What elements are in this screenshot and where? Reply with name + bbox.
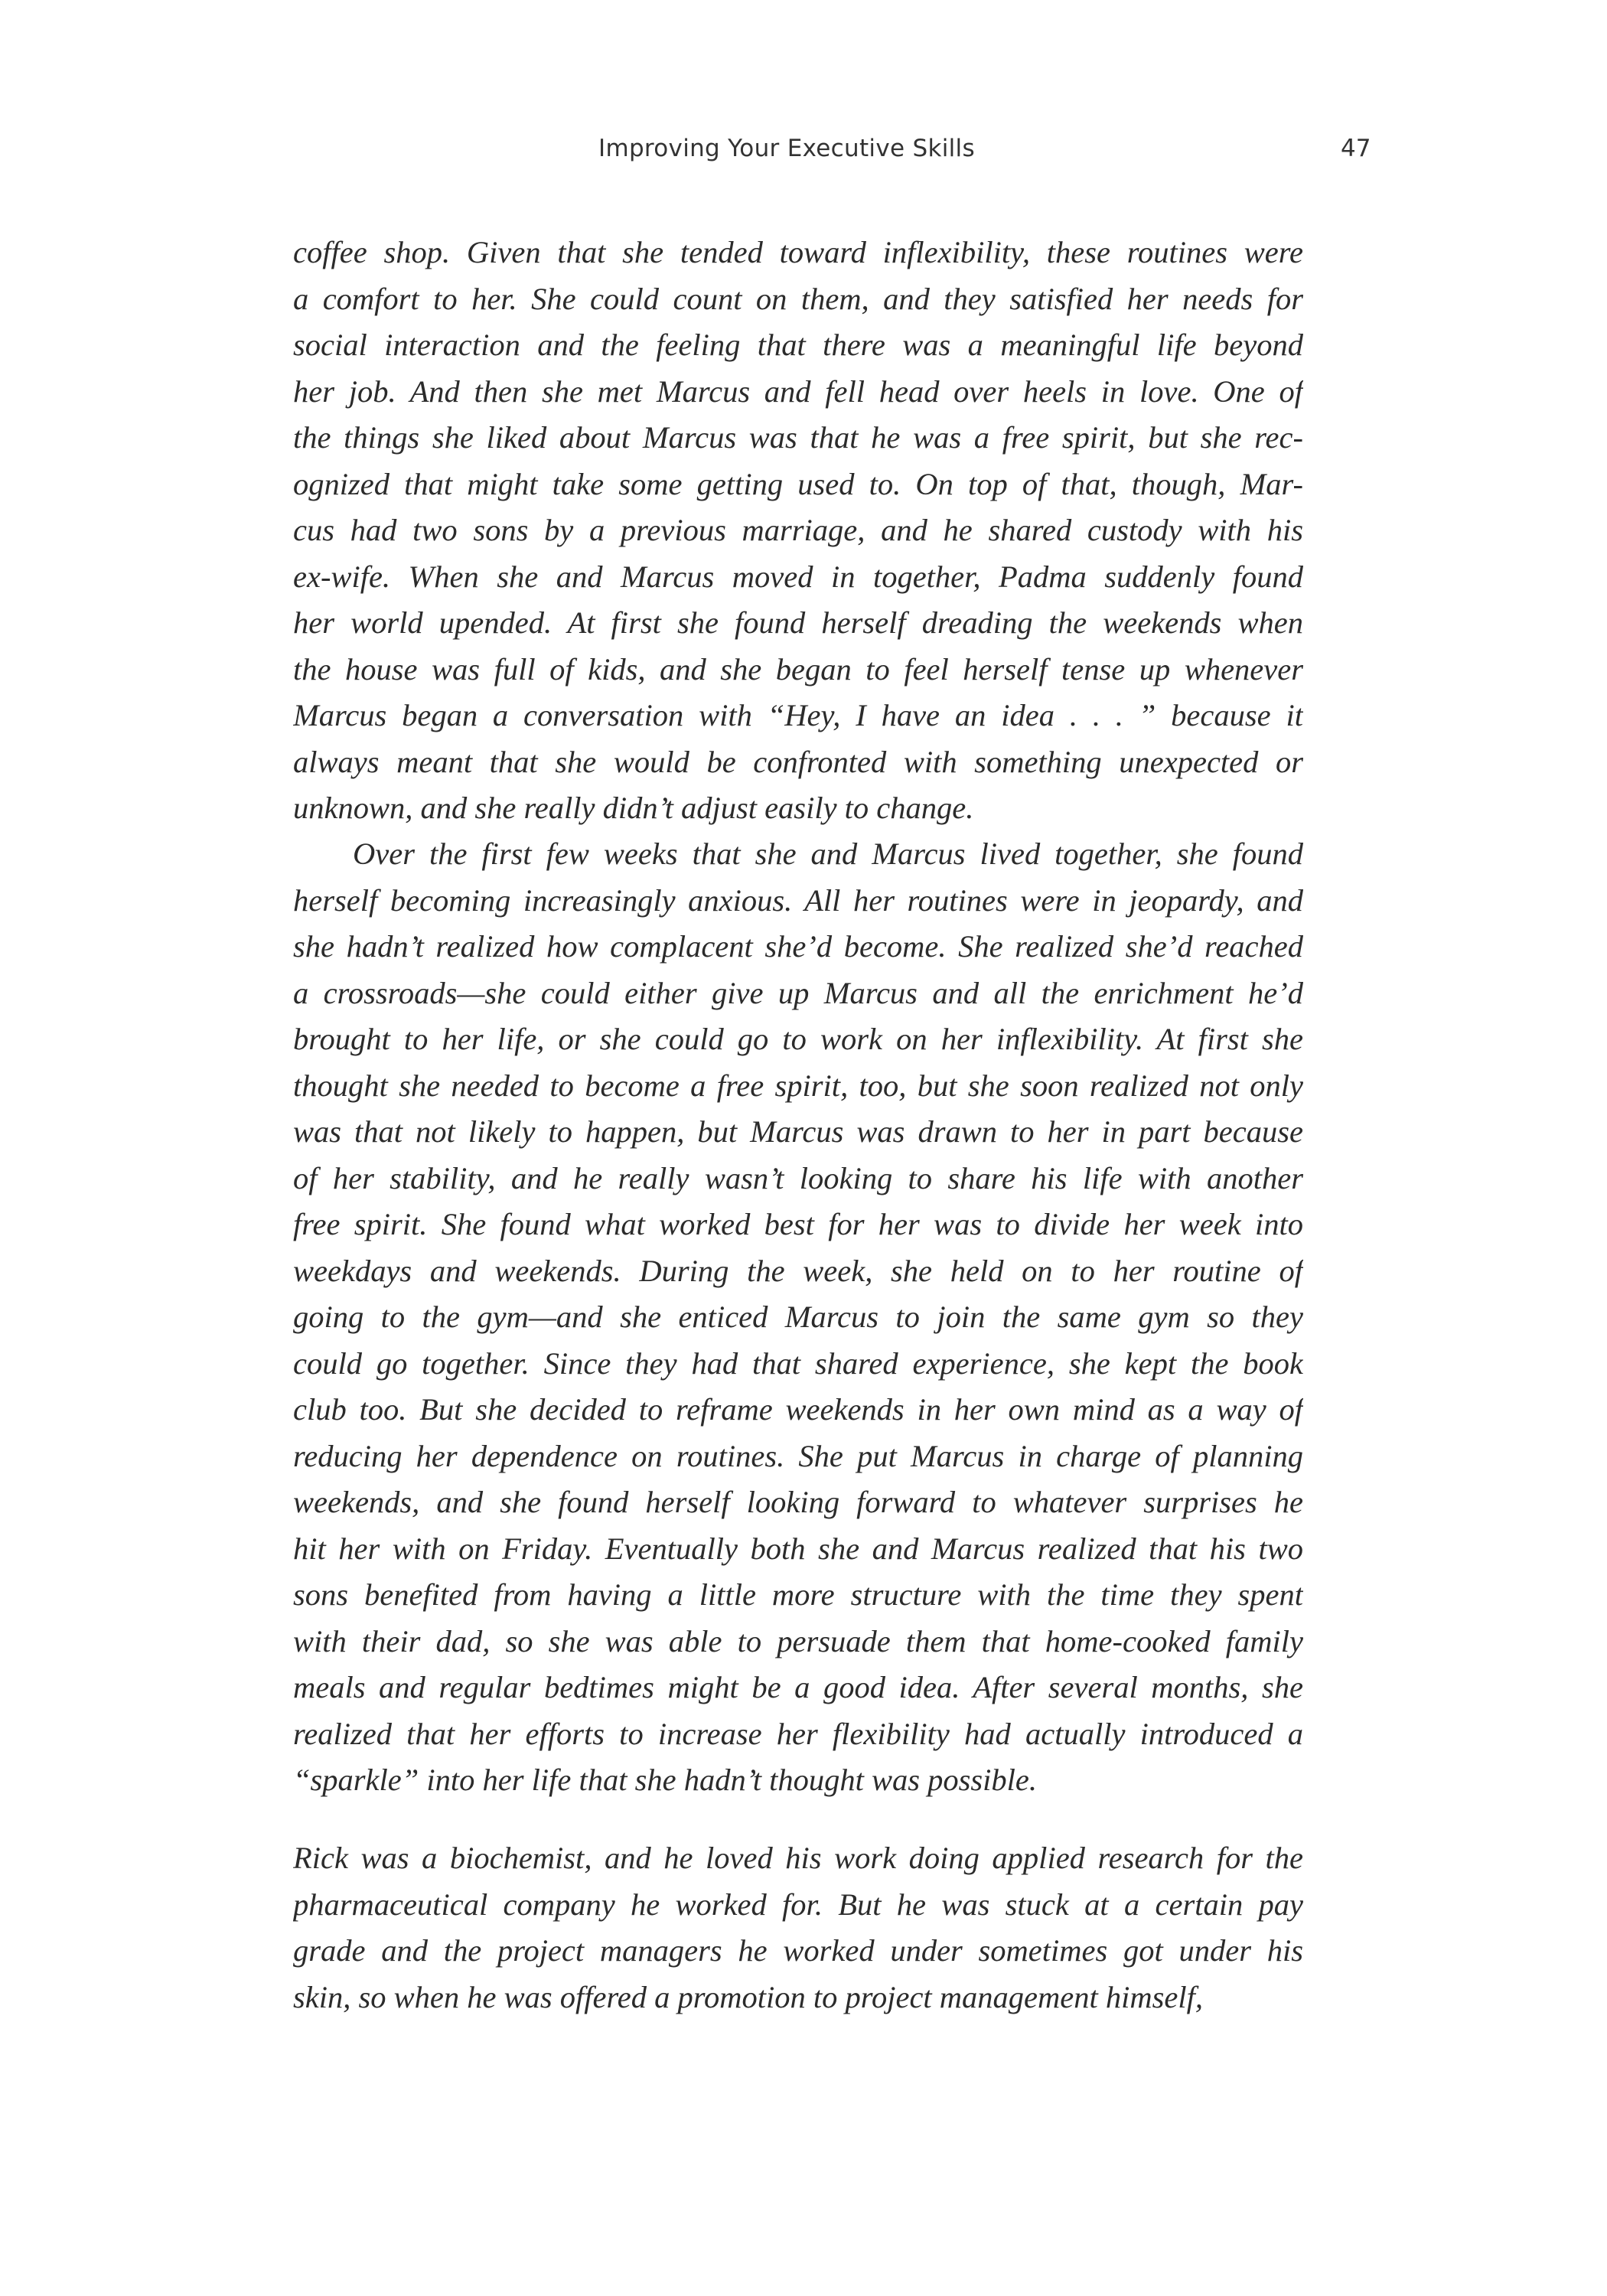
text-line: skin, so when he was offered a promotion to project management himself, <box>293 1979 1203 2014</box>
text-line: meals and regular bedtimes might be a good idea. After several months, she <box>293 1670 1303 1704</box>
text-line: thought she needed to become a free spirit, too, but she soon realized not only <box>293 1068 1303 1103</box>
text-line: Rick was a biochemist, and he loved his work doing applied research for the <box>293 1841 1303 1875</box>
text-line: weekdays and weekends. During the week, she held on to her routine of <box>293 1253 1303 1288</box>
text-line: was that not likely to happen, but Marcus was drawn to her in part because <box>293 1114 1303 1149</box>
text-line: always meant that she would be confronted with something unexpected or <box>293 744 1303 779</box>
text-line: realized that her efforts to increase her flexibility had actually introduced a <box>293 1716 1303 1751</box>
text-line: her job. And then she met Marcus and fell head over heels in love. One of <box>293 373 1303 409</box>
page-number: 47 <box>1341 135 1371 162</box>
text-line: Over the first few weeks that she and Marcus lived together, she found <box>353 837 1303 871</box>
text-line: of her stability, and he really wasn’t looking to share his life with another <box>293 1160 1303 1195</box>
text-line: coffee shop. Given that she tended toward inflexibility, these routines were <box>293 235 1303 269</box>
text-line: Marcus began a conversation with “Hey, I have an idea . . . ” because it <box>293 698 1303 732</box>
text-line: with their dad, so she was able to persuade them that home-cooked family <box>293 1623 1303 1658</box>
text-line: the things she liked about Marcus was that he was a free spirit, but she rec- <box>293 420 1303 455</box>
text-line: herself becoming increasingly anxious. All her routines were in jeopardy, and <box>293 882 1303 918</box>
text-line: pharmaceutical company he worked for. But he was stuck at a certain pay <box>293 1887 1303 1922</box>
text-line: hit her with on Friday. Eventually both she and Marcus realized that his two <box>293 1531 1303 1566</box>
text-line: weekends, and she found herself looking forward to whatever surprises he <box>293 1485 1303 1519</box>
text-line: could go together. Since they had that shared experience, she kept the book <box>293 1345 1303 1381</box>
text-line: social interaction and the feeling that there was a meaningful life beyond <box>293 328 1303 362</box>
text-line: club too. But she decided to reframe weekends in her own mind as a way of <box>293 1392 1303 1427</box>
text-line: unknown, and she really didn’t adjust easily to change. <box>293 791 974 825</box>
paragraph-padma-intro <box>293 230 1303 832</box>
text-line: sons benefited from having a little more structure with the time they spent <box>293 1577 1303 1612</box>
running-head <box>0 135 1607 173</box>
text-line: she hadn’t realized how complacent she’d become. She realized she’d reached <box>293 929 1303 964</box>
text-line: free spirit. She found what worked best for her was to divide her week into <box>293 1207 1303 1241</box>
text-line: her world upended. At first she found herself dreading the weekends when <box>293 605 1303 640</box>
paragraph-rick-example <box>293 1835 1303 2020</box>
text-line: brought to her life, or she could go to work on her inflexibility. At first she <box>293 1022 1303 1056</box>
text-line: ex-wife. When she and Marcus moved in together, Padma suddenly found <box>293 559 1303 594</box>
text-line: cus had two sons by a previous marriage, and he shared custody with his <box>293 513 1303 547</box>
text-line: ognized that might take some getting used to. On top of that, though, Mar- <box>293 466 1303 501</box>
running-title: Improving Your Executive Skills <box>598 135 975 162</box>
text-line: “sparkle” into her life that she hadn’t thought was possible. <box>293 1763 1038 1797</box>
text-line: grade and the project managers he worked under sometimes got under his <box>293 1933 1303 1968</box>
text-line: going to the gym—and she enticed Marcus to join the same gym so they <box>293 1300 1303 1334</box>
text-line: a crossroads—she could either give up Marcus and all the enrichment he’d <box>293 975 1303 1010</box>
text-line: reducing her dependence on routines. She put Marcus in charge of planning <box>293 1438 1303 1473</box>
text-line: the house was full of kids, and she began to feel herself tense up whenever <box>293 651 1303 687</box>
paragraph-padma-crossroads <box>293 831 1303 1804</box>
text-line: a comfort to her. She could count on them, and they satisfied her needs for <box>293 281 1303 316</box>
